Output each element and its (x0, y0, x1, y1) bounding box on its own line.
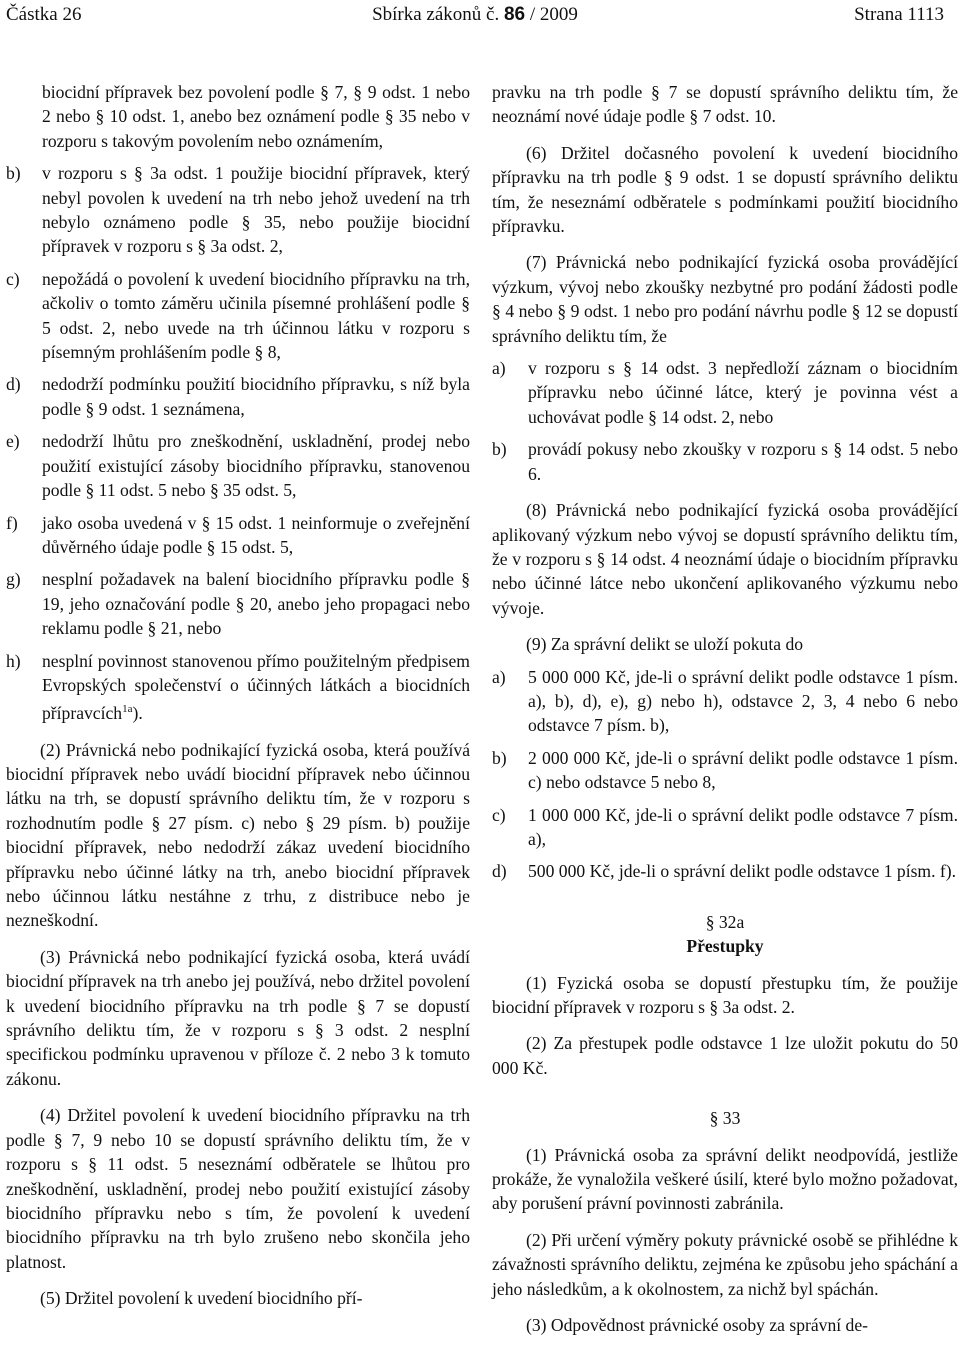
header-page: Strana 1113 (854, 4, 944, 25)
item-letter: f) (6, 512, 18, 533)
item-letter: d) (6, 374, 21, 395)
item-letter: b) (492, 747, 507, 768)
item-text: 5 000 000 Kč, jde-li o správní delikt podle odstavce 1 písm. a), b), d), e), g) nebo h), odstavce 2, 3, 4 nebo 6 nebo odstavce 7 písm. b), (528, 666, 958, 736)
list-item (6, 649, 470, 726)
paragraph: (5) Držitel povolení k uvedení biocidního pří- (40, 1288, 363, 1309)
item-text: nepožádá o povolení k uvedení biocidního přípravku na trh, ačkoliv o tomto záměru učinila písemné prohlášení podle § 5 odst. 2, nebo uvede na trh účinnou látku v rozporu s písemným prohlášením podle § 8, (42, 268, 470, 363)
paragraph: (4) Držitel povolení k uvedení biocidního přípravku na trh podle § 7, 9 nebo 10 se dopustí správního deliktu tím, že v rozporu s § 11 odst. 5 neseznámí odběratele se lhůtou pro zneškodnění, uskladnění, prodej nebo použití existující zásoby biocidního přípravku nebo s tím, že povolení k uvedení biocidního přípravku na trh bylo zrušeno nebo skončila jeho platnost. (6, 1105, 470, 1272)
paragraph: (6) Držitel dočasného povolení k uvedení biocidního přípravku na trh podle § 9 odst. 1 se dopustí správního deliktu tím, že neseznámí odběratele s podmínkami použití biocidního přípravku. (492, 142, 958, 237)
list-item (492, 859, 958, 883)
paragraph-continuation: pravku na trh podle § 7 se dopustí správního deliktu tím, že neoznámí nové údaje podle § 7 odst. 10. (492, 82, 958, 127)
header-part: Částka 26 (6, 4, 82, 25)
item-text: v rozporu s § 3a odst. 1 použije biocidní přípravek, který nebyl povolen k uvedení na trh nebo jehož uvedení na trh nebylo oznámeno podle § 35, nebo použije biocidní přípravek v rozporu s § 3a odst. 2, (42, 163, 470, 257)
list-item (6, 429, 470, 502)
paragraph: (7) Právnická nebo podnikající fyzická osoba provádějící výzkum, vývoj nebo zkoušky nezbytné pro podání žádosti podle § 4 nebo § 9 odst. 1 nebo pro podání návrhu podle § 12 se dopustí správního deliktu tím, že (492, 252, 958, 346)
item-letter: b) (492, 439, 507, 460)
section-number: § 33 (709, 1108, 741, 1129)
list-item (492, 437, 958, 486)
item-text: v rozporu s § 14 odst. 3 nepředloží záznam o biocidním přípravku nebo účinné látce, který je povinna vést a uchovávat podle § 14 odst. 2, nebo (528, 358, 958, 427)
item-text: nedodrží lhůtu pro zneškodnění, uskladnění, prodej nebo použití existující zásoby biocidního přípravku, stanovenou podle § 11 odst. 5 nebo § 35 odst. 5, (42, 431, 470, 501)
list-item (6, 567, 470, 640)
item-text: nesplní povinnost stanovenou přímo použitelným předpisem Evropských společenství o účinných látkách a biocidních přípravcích (42, 650, 470, 724)
item-letter: b) (6, 163, 21, 184)
header-collection (6, 4, 944, 26)
footnote-ref[interactable]: 1a (122, 703, 133, 716)
list-item (492, 665, 958, 738)
item-letter: e) (6, 431, 20, 452)
header-collection-number: 86 (503, 4, 526, 25)
item-text: jako osoba uvedená v § 15 odst. 1 neinformuje o zveřejnění důvěrného údaje podle § 15 odst. 5, (42, 512, 470, 557)
list-item (6, 161, 470, 259)
paragraph: (9) Za správní delikt se uloží pokuta do (526, 634, 804, 655)
paragraph: (2) Za přestupek podle odstavce 1 lze uložit pokutu do 50 000 Kč. (492, 1033, 958, 1078)
list-item (492, 803, 958, 852)
right-column (492, 80, 958, 1337)
paragraph: (1) Právnická osoba za správní delikt neodpovídá, jestliže prokáže, že vynaložila veškeré úsilí, které bylo možno požadovat, aby porušení právní povinnosti zabránila. (492, 1144, 958, 1214)
paragraph: (1) Fyzická osoba se dopustí přestupku tím, že použije biocidní přípravek v rozporu s § 3a odst. 2. (492, 972, 958, 1017)
page-header (6, 4, 944, 28)
paragraph: (8) Právnická nebo podnikající fyzická osoba provádějící aplikovaný výzkum nebo vývoj se dopustí správního deliktu tím, že v rozporu s § 14 odst. 4 neoznámí údaje o biocidním přípravku nebo účinné látce nebo ukončení aplikovaného výzkumu nebo vývoje. (492, 500, 958, 618)
item-letter: c) (6, 268, 20, 289)
item-letter: d) (492, 861, 507, 882)
item-text: nesplní požadavek na balení biocidního přípravku podle § 19, jeho označování podle § 20, anebo jeho propagaci nebo reklamu podle § 21, nebo (42, 569, 470, 639)
list-item (6, 372, 470, 421)
item-text: 2 000 000 Kč, jde-li o správní delikt podle odstavce 1 písm. c) nebo odstavce 5 nebo 8, (528, 747, 958, 793)
header-collection-year: / 2009 (529, 4, 578, 25)
item-letter: h) (6, 650, 21, 671)
section-heading: Přestupky (686, 936, 764, 957)
paragraph: (2) Právnická nebo podnikající fyzická osoba, která používá biocidní přípravek nebo uvádí biocidní přípravek nebo účinnou látku na trh, se dopustí správního deliktu tím, že v rozporu s rozhodnutím podle § 27 písm. c) nebo § 29 písm. b) použije biocidní přípravek, nebo nedodrží zákaz uvedení biocidního přípravku nebo účinné látky na trh, anebo biocidní přípravek nebo účinnou látku nestáhne z trhu, z distribuce nebo je nezneškodní. (6, 739, 470, 931)
item-letter: a) (492, 358, 506, 379)
paragraph: (2) Při určení výměry pokuty právnické osobě se přihlédne k závažnosti správního deliktu, zejména ke způsobu jeho spáchání a jeho následkům, a k okolnostem, za nichž byl spáchán. (492, 1229, 958, 1299)
paragraph: (3) Právnická nebo podnikající fyzická osoba, která uvádí biocidní přípravek na trh anebo jej používá, nebo držitel povolení k uvedení biocidního přípravku na trh podle § 7 se dopustí správního deliktu tím, že v rozporu s § 3 odst. 2 nesplní specifickou podmínku upravenou v příloze č. 2 nebo 3 k tomuto zákonu. (6, 946, 470, 1089)
paragraph: (3) Odpovědnost právnické osoby za správní de- (526, 1315, 869, 1336)
item-letter: c) (492, 804, 506, 825)
item-text: nedodrží podmínku použití biocidního přípravku, s níž byla podle § 9 odst. 1 seznámena, (42, 374, 470, 419)
item-a-continuation: biocidní přípravek bez povolení podle § 7, § 9 odst. 1 nebo 2 nebo § 10 odst. 1, anebo bez oznámení podle § 35 nebo v rozporu s takovým povolením nebo oznámením, (42, 82, 470, 151)
list-item (492, 356, 958, 429)
list-item (6, 511, 470, 560)
item-letter: g) (6, 569, 21, 590)
item-text: 500 000 Kč, jde-li o správní delikt podle odstavce 1 písm. f). (528, 861, 957, 882)
item-letter: a) (492, 666, 506, 687)
section-number: § 32a (705, 911, 745, 932)
header-collection-prefix: Sbírka zákonů č. (372, 4, 500, 25)
item-text: 1 000 000 Kč, jde-li o správní delikt podle odstavce 7 písm. a), (528, 804, 958, 849)
item-text: provádí pokusy nebo zkoušky v rozporu s § 14 odst. 5 nebo 6. (528, 439, 958, 484)
list-item (492, 746, 958, 795)
list-item (6, 267, 470, 365)
left-column (6, 80, 470, 1311)
item-text-tail: ). (132, 703, 143, 724)
